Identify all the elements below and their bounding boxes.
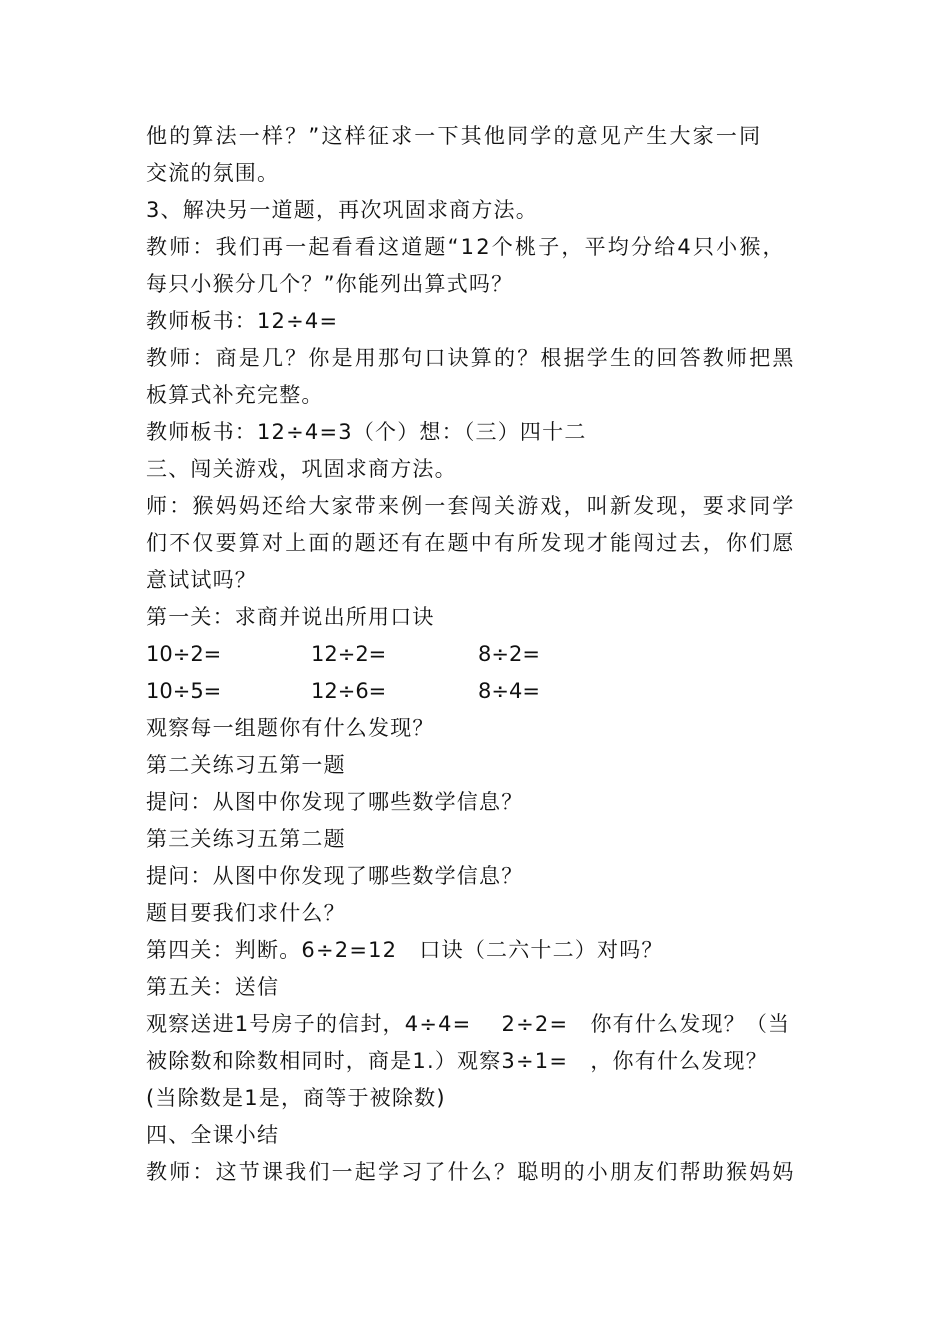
- paragraph-line: 板算式补充完整。: [146, 383, 324, 407]
- paragraph-line: 观察每一组题你有什么发现？: [146, 716, 435, 740]
- paragraph-line: 意试试吗？: [146, 568, 257, 592]
- section-heading: 3、解决另一道题，再次巩固求商方法。: [146, 198, 538, 222]
- paragraph-line: 第二关练习五第一题: [146, 753, 346, 777]
- paragraph-line: 提问：从图中你发现了哪些数学信息？: [146, 864, 524, 888]
- paragraph-line: 们不仅要算对上面的题还有在题中有所发现才能闯过去，你们愿: [146, 531, 796, 555]
- paragraph-line: 教师：这节课我们一起学习了什么？聪明的小朋友们帮助猴妈妈: [146, 1160, 796, 1184]
- paragraph-line: 师：猴妈妈还给大家带来例一套闯关游戏，叫新发现，要求同学: [146, 494, 796, 518]
- exercise-row: [146, 673, 810, 710]
- exercise-item: 8÷4=: [478, 679, 540, 703]
- section-heading: 三、闯关游戏，巩固求商方法。: [146, 457, 457, 481]
- paragraph-line: 提问：从图中你发现了哪些数学信息？: [146, 790, 524, 814]
- paragraph-line: 教师板书：12÷4=: [146, 309, 339, 333]
- paragraph-line: (当除数是1是，商等于被除数): [146, 1086, 446, 1110]
- exercise-item: 12÷6=: [311, 679, 387, 703]
- paragraph-line: 每只小猴分几个？”你能列出算式吗？: [146, 272, 514, 296]
- paragraph-line: 第三关练习五第二题: [146, 827, 346, 851]
- lesson-text: [146, 118, 810, 1191]
- paragraph-line: 他的算法一样？”这样征求一下其他同学的意见产生大家一同: [146, 124, 763, 148]
- section-heading: 四、全课小结: [146, 1123, 280, 1147]
- paragraph-line: 观察送进1号房子的信封，4÷4= 2÷2= 你有什么发现？（当: [146, 1012, 791, 1036]
- paragraph-line: 教师：我们再一起看看这道题“12个桃子，平均分给4只小猴，: [146, 235, 786, 259]
- exercise-item: 12÷2=: [311, 642, 387, 666]
- paragraph-line: 第四关：判断。6÷2=12 口诀（二六十二）对吗？: [146, 938, 664, 962]
- paragraph-line: 教师：商是几？你是用那句口诀算的？根据学生的回答教师把黑: [146, 346, 796, 370]
- exercise-item: 10÷5=: [146, 679, 222, 703]
- paragraph-line: 第五关：送信: [146, 975, 280, 999]
- paragraph-line: 第一关：求商并说出所用口诀: [146, 605, 435, 629]
- paragraph-line: 教师板书：12÷4=3（个）想：（三）四十二: [146, 420, 587, 444]
- paragraph-line: 被除数和除数相同时，商是1.）观察3÷1= ，你有什么发现？: [146, 1049, 768, 1073]
- paragraph-line: 题目要我们求什么？: [146, 901, 346, 925]
- exercise-row: [146, 636, 810, 673]
- exercise-item: 10÷2=: [146, 642, 222, 666]
- paragraph-line: 交流的氛围。: [146, 161, 280, 185]
- exercise-item: 8÷2=: [478, 642, 540, 666]
